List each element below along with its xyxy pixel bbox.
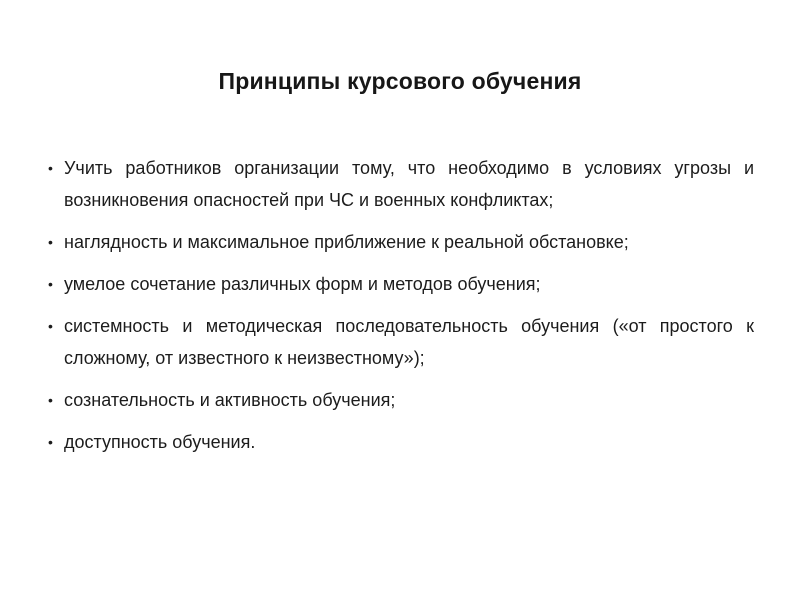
bullet-item xyxy=(46,310,754,374)
bullet-text: доступность обучения. xyxy=(64,432,256,452)
bullet-dot-icon: • xyxy=(48,434,53,450)
bullet-text: Учить работников организации тому, что необходимо в условиях угрозы и возникновения опасностей при ЧС и военных конфликтах; xyxy=(64,158,754,210)
bullet-dot-icon: • xyxy=(48,160,53,176)
bullet-dot-icon: • xyxy=(48,276,53,292)
bullet-item xyxy=(46,384,754,416)
bullet-dot-icon: • xyxy=(48,392,53,408)
bullet-item xyxy=(46,268,754,300)
bullet-text: сознательность и активность обучения; xyxy=(64,390,396,410)
bullet-dot-icon: • xyxy=(48,318,53,334)
bullet-item xyxy=(46,226,754,258)
bullet-text: системность и методическая последовательность обучения («от простого к сложному, от известного к неизвестному»); xyxy=(64,316,754,368)
bullet-list xyxy=(0,152,800,458)
bullet-text: наглядность и максимальное приближение к реальной обстановке; xyxy=(64,232,629,252)
slide-title: Принципы курсового обучения xyxy=(218,68,582,94)
bullet-dot-icon: • xyxy=(48,234,53,250)
bullet-item xyxy=(46,152,754,216)
bullet-text: умелое сочетание различных форм и методов обучения; xyxy=(64,274,541,294)
bullet-item xyxy=(46,426,754,458)
